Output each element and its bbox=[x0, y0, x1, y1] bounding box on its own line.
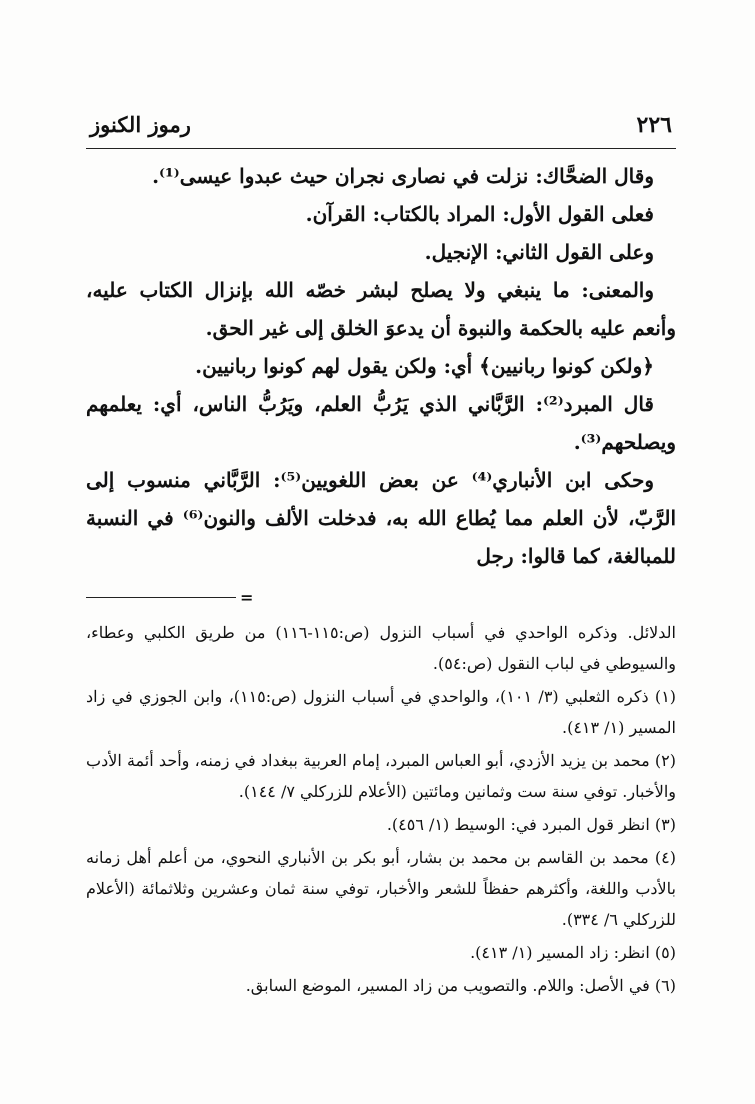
page-number: ٢٢٦ bbox=[636, 112, 672, 138]
footnote: (١) ذكره الثعلبي (٣/ ١٠١)، والواحدي في أسباب النزول (ص:١١٥)، وابن الجوزي في زاد المسير (١/ ٤١٣). bbox=[86, 687, 677, 737]
footnote: (٢) محمد بن يزيد الأزدي، أبو العباس المبرد، إمام العربية ببغداد في زمنه، وأحد أئمة الأدب والأخبار. توفي سنة ست وثمانين ومائتين (الأعلام للزركلي ٧/ ١٤٤). bbox=[86, 751, 676, 801]
main-text bbox=[86, 157, 676, 575]
continuation-mark: = bbox=[240, 587, 254, 607]
footnote: (٣) انظر قول المبرد في: الوسيط (١/ ٤٥٦). bbox=[386, 815, 676, 834]
footnote: (٤) محمد بن القاسم بن محمد بن بشار، أبو بكر بن الأنباري النحوي، من أعلم أهل زمانه بالأدب واللغة، وأكثرهم حفظاً للشعر والأخبار، توفي سنة ثمان وعشرين وثلاثمائة (الأعلام للزركلي ٦/ ٣٣٤). bbox=[86, 848, 676, 929]
footnotes bbox=[86, 617, 676, 1001]
paragraph: ﴿ولكن كونوا ربانيين﴾ أي: ولكن يقول لهم كونوا ربانيين. bbox=[195, 354, 654, 378]
paragraph: وقال الضحَّاك: نزلت في نصارى نجران حيث عبدوا عيسى⁽¹⁾. bbox=[152, 164, 654, 188]
book-title: رموز الكنوز bbox=[90, 112, 191, 137]
paragraph: قال المبرد⁽²⁾: الرَّبَّاني الذي يَرُبُّ العلم، ويَرُبُّ الناس، أي: يعلمهم ويصلحهم⁽³⁾. bbox=[86, 392, 676, 454]
page-header bbox=[86, 112, 676, 149]
footnote-separator bbox=[86, 589, 676, 605]
separator-line bbox=[86, 597, 236, 598]
paragraph: والمعنى: ما ينبغي ولا يصلح لبشر خصّه الله بإنزال الكتاب عليه، وأنعم عليه بالحكمة والنبوة أن يدعوَ الخلق إلى غير الحق. bbox=[86, 278, 676, 340]
paragraph: وعلى القول الثاني: الإنجيل. bbox=[424, 240, 654, 264]
footnote: الدلائل. وذكره الواحدي في أسباب النزول (ص:١١٥-١١٦) من طريق الكلبي وعطاء، والسيوطي في لباب النقول (ص:٥٤). bbox=[86, 623, 676, 673]
paragraph: فعلى القول الأول: المراد بالكتاب: القرآن. bbox=[305, 202, 654, 226]
book-page bbox=[86, 112, 676, 1003]
paragraph: وحكى ابن الأنباري⁽⁴⁾ عن بعض اللغويين⁽⁵⁾: الرَّبَّاني منسوب إلى الرَّبّ، لأن العلم مما يُطاع الله به، فدخلت الألف والنون⁽⁶⁾ في النسبة للمبالغة، كما قالوا: رجل bbox=[86, 468, 676, 568]
footnote: (٥) انظر: زاد المسير (١/ ٤١٣). bbox=[470, 943, 676, 962]
footnote: (٦) في الأصل: واللام. والتصويب من زاد المسير، الموضع السابق. bbox=[245, 976, 676, 995]
